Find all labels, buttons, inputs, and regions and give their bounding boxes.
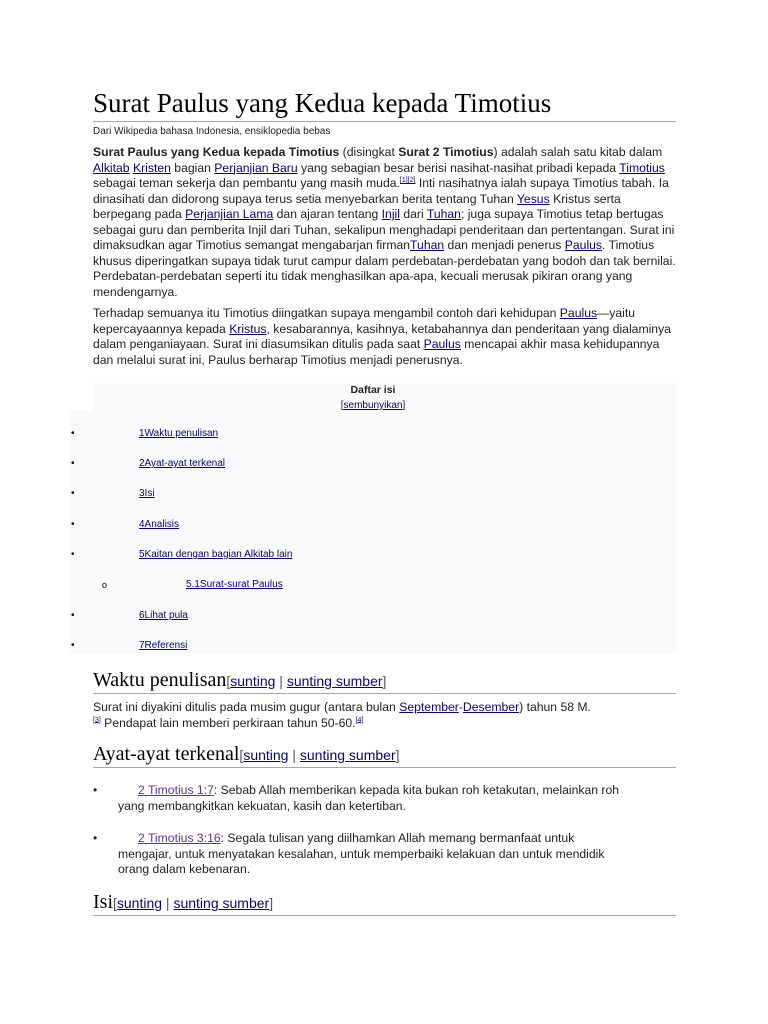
- article-subject: Surat Paulus yang Kedua kepada Timotius: [93, 145, 340, 159]
- text: dan menjadi penerus: [444, 238, 565, 252]
- verse-link-2tim-3-16[interactable]: 2 Timotius 3:16: [138, 831, 221, 845]
- link-kristen[interactable]: Kristen: [132, 160, 171, 175]
- bullet-icon: •: [93, 783, 98, 797]
- toc-item-analisis[interactable]: 4Analisis: [139, 519, 180, 530]
- bullet-icon: •: [71, 458, 75, 469]
- sub-bullet-icon: o: [102, 580, 108, 590]
- link-injil[interactable]: Injil: [381, 207, 400, 221]
- section-paragraph: Surat ini diyakini ditulis pada musim gugur (antara bulan September-Desember) tahun 58 M. [3] Pendapat lain memberi perkiraan tahun 50-60.[4]: [93, 700, 591, 730]
- bullet-icon: •: [71, 640, 75, 651]
- second-paragraph: [93, 306, 676, 368]
- link-perjanjian-baru[interactable]: Perjanjian Baru: [214, 160, 298, 175]
- tagline: Dari Wikipedia bahasa Indonesia, ensiklopedia bebas: [93, 126, 331, 137]
- text: Inti nasihatnya ialah supaya Timotius tabah. Ia dinasihati dan didorong supaya terus setia menyebarkan berita tentang Tuhan: [93, 176, 669, 206]
- intro-paragraph: [93, 145, 676, 300]
- text: mencapai akhir masa kehidupannya dan melalui surat ini, Paulus berharap Timotius menjadi penerusnya.: [93, 337, 660, 367]
- toc-hide-link[interactable]: sembunyikan: [343, 400, 403, 411]
- edit-link[interactable]: sunting: [116, 895, 163, 911]
- list-item: 2 Timotius 1:7: Sebab Allah memberikan kepada kita bukan roh ketakutan, melainkan roh: [138, 783, 620, 797]
- edit-link[interactable]: sunting: [243, 747, 289, 763]
- section-heading: Isi[sunting | sunting sumber]: [93, 890, 676, 916]
- toc-title: Daftar isi: [350, 384, 396, 396]
- toc-item-surat-surat-paulus[interactable]: 5.1Surat-surat Paulus: [186, 579, 283, 590]
- text: Terhadap semuanya itu Timotius diingatkan supaya mengambil contoh dari kehidupan: [93, 306, 560, 320]
- list-item-continued: yang membangkitkan kekuatan, kasih dan ketertiban.: [118, 799, 406, 813]
- list-item: 2 Timotius 3:16: Segala tulisan yang diilhamkan Allah memang bermanfaat untuk: [138, 831, 575, 845]
- text: (disingkat: [339, 145, 399, 159]
- reference-3[interactable]: [3]: [93, 716, 101, 724]
- page-title: Surat Paulus yang Kedua kepada Timotius: [93, 86, 676, 122]
- link-desember[interactable]: Desember: [462, 700, 520, 714]
- table-of-contents: [70, 383, 676, 653]
- text: sebagai teman sekerja dan pembantu yang masih muda.: [93, 176, 400, 190]
- list-item-continued: orang dalam kebenaran.: [118, 862, 251, 876]
- text: yang sebagian besar berisi nasihat-nasihat pribadi kepada: [297, 160, 620, 175]
- bullet-icon: •: [71, 549, 75, 560]
- section-waktu-penulisan: [93, 668, 676, 737]
- text: bagian: [170, 160, 215, 175]
- toc-item-referensi[interactable]: 7Referensi: [139, 640, 188, 651]
- text: ) adalah salah satu kitab dalam: [493, 145, 663, 159]
- section-isi: [93, 890, 676, 916]
- text: , kesabarannya, kasihnya, ketabahannya dan penderitaan yang dialaminya dalam penganiayaan. Surat ini diasumsikan ditulis pada saat: [93, 321, 671, 351]
- bullet-icon: •: [71, 610, 75, 621]
- bullet-icon: •: [71, 519, 75, 530]
- text: . Timotius khusus diperingatkan supaya tidak turut campur dalam perdebatan-perdebatan yang bodoh dan tak bernilai. Perdebatan-perdebatan seperti itu tidak menghasilkan apa-apa, kecuali merusak pikiran orang yang mendengarnya.: [93, 238, 676, 299]
- link-paulus[interactable]: Paulus: [564, 238, 603, 252]
- toc-item-waktu-penulisan[interactable]: 1Waktu penulisan: [139, 428, 219, 439]
- text: —yaitu kepercayaannya kepada: [93, 306, 635, 336]
- toc-item-isi[interactable]: 3Isi: [139, 488, 155, 499]
- link-timotius[interactable]: Timotius: [619, 160, 665, 175]
- edit-source-link[interactable]: sunting sumber: [173, 895, 270, 911]
- bullet-icon: •: [71, 488, 75, 499]
- text: dan ajaran tentang: [273, 207, 382, 221]
- edit-links: [sunting | sunting sumber]: [226, 673, 387, 689]
- bullet-icon: •: [93, 831, 98, 845]
- link-alkitab[interactable]: Alkitab: [93, 160, 130, 175]
- reference-1-2[interactable]: [1][2]: [399, 176, 416, 184]
- link-tuhan[interactable]: Tuhan: [426, 207, 461, 221]
- link-yesus[interactable]: Yesus: [516, 191, 550, 206]
- toc-item-lihat-pula[interactable]: 6Lihat pula: [139, 610, 188, 621]
- edit-links: [sunting | sunting sumber]: [113, 895, 274, 911]
- verse-link-2tim-1-7[interactable]: 2 Timotius 1:7: [138, 783, 214, 797]
- link-tuhan-2[interactable]: Tuhan: [410, 238, 445, 252]
- link-paulus[interactable]: Paulus: [559, 306, 598, 320]
- bullet-icon: •: [71, 428, 75, 439]
- short-name: Surat 2 Timotius: [398, 145, 494, 159]
- edit-links: [sunting | sunting sumber]: [239, 747, 400, 763]
- list-item-continued: mengajar, untuk menyatakan kesalahan, untuk memperbaiki kelakuan dan untuk mendidik: [118, 847, 605, 861]
- article: [93, 86, 676, 374]
- link-september[interactable]: September: [399, 700, 459, 714]
- edit-link[interactable]: sunting: [230, 673, 276, 689]
- toc-item-ayat-ayat-terkenal[interactable]: 2Ayat-ayat terkenal: [139, 458, 225, 469]
- text: dari: [399, 207, 427, 221]
- reference-4[interactable]: [4]: [355, 716, 364, 724]
- link-kristus[interactable]: Kristus: [229, 321, 267, 336]
- toc-toggle: [sembunyikan]: [340, 400, 406, 411]
- text: ; juga supaya Timotius tetap bertugas sebagai guru dan pemberita Injil dari Tuhan, sekalipun menghadapi penderitaan dan pertentangan. Surat ini dimaksudkan agar Timotius semangat mengabarjan firman: [93, 207, 675, 252]
- link-paulus-2[interactable]: Paulus: [423, 337, 461, 351]
- text: Kristus serta berpegang pada: [93, 191, 621, 221]
- section-ayat-ayat-terkenal: [93, 742, 676, 768]
- section-heading: Waktu penulisan[sunting | sunting sumber]: [93, 668, 676, 694]
- toc-item-kaitan[interactable]: 5Kaitan dengan bagian Alkitab lain: [139, 549, 293, 560]
- edit-source-link[interactable]: sunting sumber: [299, 747, 396, 763]
- section-heading: Ayat-ayat terkenal[sunting | sunting sumber]: [93, 742, 676, 768]
- edit-source-link[interactable]: sunting sumber: [286, 673, 383, 689]
- link-perjanjian-lama[interactable]: Perjanjian Lama: [185, 207, 274, 221]
